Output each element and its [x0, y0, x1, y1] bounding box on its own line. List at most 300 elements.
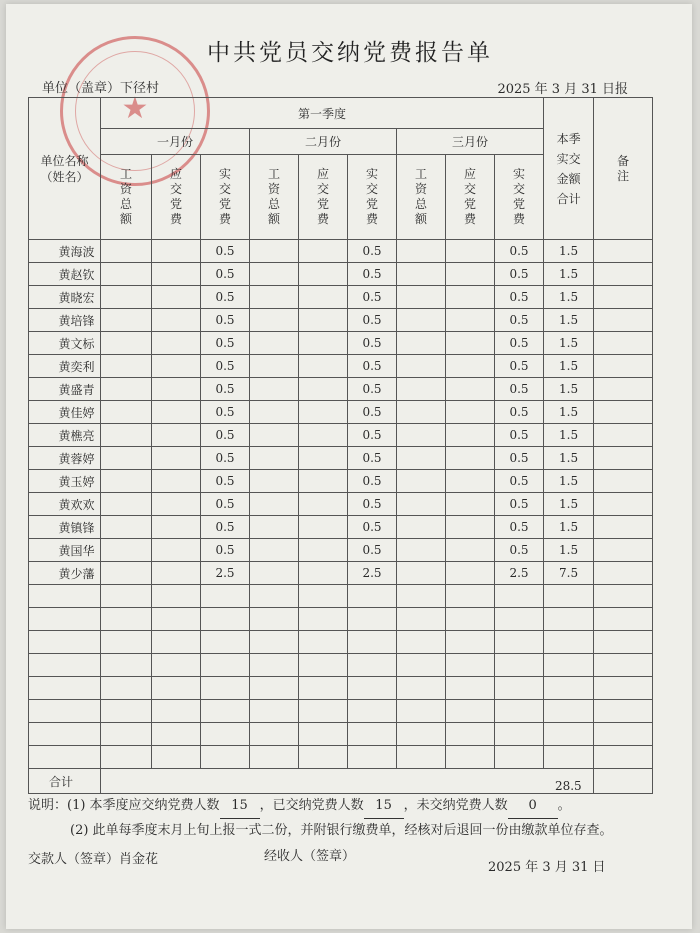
empty-cell: [250, 608, 299, 631]
empty-cell: [250, 677, 299, 700]
month-2-paid: 0.5: [348, 401, 397, 424]
empty-cell: [201, 677, 250, 700]
month-2-paid: 2.5: [348, 562, 397, 585]
month-2-header: 二月份: [250, 129, 397, 155]
empty-row: [29, 723, 653, 746]
empty-row: [29, 746, 653, 769]
empty-cell: [446, 470, 495, 493]
empty-cell: [397, 286, 446, 309]
empty-cell: [250, 723, 299, 746]
table-row: [29, 493, 653, 516]
unit-name: 下径村: [120, 81, 160, 96]
subcol-header: 应交党费: [152, 155, 201, 240]
quarter-total: 7.5: [544, 562, 594, 585]
member-name: 黄少藩: [29, 562, 101, 585]
empty-cell: [446, 401, 495, 424]
empty-row: [29, 700, 653, 723]
empty-cell: [446, 539, 495, 562]
empty-cell: [544, 585, 594, 608]
empty-cell: [250, 240, 299, 263]
empty-cell: [152, 700, 201, 723]
empty-cell: [152, 447, 201, 470]
empty-cell: [299, 424, 348, 447]
month-1-paid: 0.5: [201, 470, 250, 493]
empty-cell: [397, 539, 446, 562]
empty-cell: [594, 608, 653, 631]
empty-cell: [299, 263, 348, 286]
month-3-paid: 2.5: [495, 562, 544, 585]
empty-cell: [446, 677, 495, 700]
empty-cell: [299, 516, 348, 539]
empty-cell: [397, 355, 446, 378]
quarter-header: 第一季度: [101, 98, 544, 129]
empty-cell: [101, 539, 152, 562]
table-row: [29, 263, 653, 286]
empty-cell: [446, 424, 495, 447]
empty-cell: [544, 677, 594, 700]
empty-cell: [152, 539, 201, 562]
empty-row: [29, 631, 653, 654]
empty-cell: [446, 608, 495, 631]
empty-cell: [299, 562, 348, 585]
quarter-total: 1.5: [544, 493, 594, 516]
empty-cell: [299, 240, 348, 263]
empty-cell: [152, 585, 201, 608]
empty-cell: [152, 654, 201, 677]
empty-cell: [101, 654, 152, 677]
empty-cell: [250, 493, 299, 516]
empty-cell: [299, 654, 348, 677]
quarter-total: 1.5: [544, 355, 594, 378]
month-1-paid: 0.5: [201, 355, 250, 378]
empty-cell: [101, 723, 152, 746]
empty-cell: [397, 562, 446, 585]
empty-cell: [348, 746, 397, 769]
empty-cell: [299, 585, 348, 608]
empty-cell: [397, 654, 446, 677]
empty-cell: [152, 240, 201, 263]
empty-cell: [544, 631, 594, 654]
unit-line: [42, 77, 159, 96]
month-2-paid: 0.5: [348, 447, 397, 470]
month-3-paid: 0.5: [495, 332, 544, 355]
empty-cell: [152, 355, 201, 378]
total-spacer: [101, 769, 544, 794]
empty-cell: [299, 286, 348, 309]
member-name: 黄赵钦: [29, 263, 101, 286]
empty-cell: [594, 539, 653, 562]
table-row: [29, 539, 653, 562]
empty-cell: [299, 608, 348, 631]
grand-total-value: 28.5: [544, 769, 594, 794]
empty-cell: [101, 700, 152, 723]
empty-cell: [594, 263, 653, 286]
empty-cell: [201, 585, 250, 608]
empty-cell: [101, 470, 152, 493]
empty-cell: [299, 539, 348, 562]
paid-count: 15: [364, 794, 404, 819]
empty-cell: [101, 608, 152, 631]
empty-cell: [101, 240, 152, 263]
empty-cell: [101, 263, 152, 286]
quarter-total: 1.5: [544, 332, 594, 355]
empty-cell: [101, 355, 152, 378]
empty-cell: [397, 424, 446, 447]
month-1-paid: 0.5: [201, 286, 250, 309]
empty-cell: [397, 378, 446, 401]
empty-cell: [250, 309, 299, 332]
empty-cell: [299, 723, 348, 746]
empty-cell: [594, 447, 653, 470]
table-row: [29, 447, 653, 470]
empty-cell: [594, 470, 653, 493]
empty-cell: [397, 631, 446, 654]
member-name: 黄培锋: [29, 309, 101, 332]
empty-cell: [29, 746, 101, 769]
empty-cell: [101, 493, 152, 516]
empty-cell: [101, 631, 152, 654]
month-2-paid: 0.5: [348, 424, 397, 447]
quarter-total: 1.5: [544, 286, 594, 309]
empty-cell: [29, 700, 101, 723]
empty-cell: [101, 332, 152, 355]
subcol-header: 应交党费: [299, 155, 348, 240]
month-3-paid: 0.5: [495, 240, 544, 263]
member-name: 黄蓉婷: [29, 447, 101, 470]
month-1-paid: 0.5: [201, 378, 250, 401]
subcol-header: 工资总额: [397, 155, 446, 240]
empty-cell: [152, 631, 201, 654]
month-1-paid: 0.5: [201, 263, 250, 286]
empty-cell: [495, 608, 544, 631]
member-name: 黄奕利: [29, 355, 101, 378]
page-title: 中共党员交纳党费报告单: [207, 40, 493, 66]
month-3-paid: 0.5: [495, 263, 544, 286]
empty-cell: [544, 700, 594, 723]
note-line-2: (2) 此单每季度末月上旬上报一式二份，并附银行缴费单，经核对后退回一份由缴款单位存查。: [70, 823, 613, 838]
empty-cell: [446, 309, 495, 332]
unit-label: 单位（盖章）: [42, 81, 121, 96]
quarter-total: 1.5: [544, 401, 594, 424]
empty-row: [29, 677, 653, 700]
empty-cell: [299, 470, 348, 493]
empty-cell: [594, 309, 653, 332]
empty-cell: [348, 608, 397, 631]
month-2-paid: 0.5: [348, 263, 397, 286]
empty-cell: [446, 723, 495, 746]
member-name: 黄镇锋: [29, 516, 101, 539]
month-1-paid: 0.5: [201, 240, 250, 263]
empty-cell: [152, 378, 201, 401]
empty-cell: [201, 608, 250, 631]
empty-cell: [446, 378, 495, 401]
empty-cell: [250, 332, 299, 355]
empty-cell: [29, 608, 101, 631]
total-remark: [594, 769, 653, 794]
quarter-total: 1.5: [544, 516, 594, 539]
empty-cell: [397, 332, 446, 355]
quarter-total: 1.5: [544, 263, 594, 286]
month-2-paid: 0.5: [348, 240, 397, 263]
payer-signature: 交款人（签章）肖金花: [28, 852, 159, 867]
quarter-total: 1.5: [544, 539, 594, 562]
empty-cell: [250, 355, 299, 378]
table-row: [29, 424, 653, 447]
receiver-signature: 经收人（签章）: [264, 849, 356, 864]
sign-date: 2025 年 3 月 31 日: [488, 860, 606, 875]
member-name: 黄盛青: [29, 378, 101, 401]
empty-cell: [594, 631, 653, 654]
empty-cell: [152, 401, 201, 424]
empty-cell: [446, 746, 495, 769]
member-name: 黄晓宏: [29, 286, 101, 309]
empty-cell: [152, 677, 201, 700]
empty-cell: [152, 309, 201, 332]
quarter-total: 1.5: [544, 378, 594, 401]
month-3-paid: 0.5: [495, 286, 544, 309]
month-3-paid: 0.5: [495, 470, 544, 493]
empty-cell: [397, 700, 446, 723]
empty-cell: [594, 677, 653, 700]
quarter-total: 1.5: [544, 240, 594, 263]
subcol-header: 工资总额: [250, 155, 299, 240]
member-name: 黄玉婷: [29, 470, 101, 493]
remark-header: 备注: [594, 98, 653, 240]
empty-cell: [348, 700, 397, 723]
empty-cell: [544, 723, 594, 746]
month-2-paid: 0.5: [348, 516, 397, 539]
empty-cell: [495, 654, 544, 677]
empty-cell: [446, 286, 495, 309]
empty-cell: [348, 723, 397, 746]
empty-cell: [299, 631, 348, 654]
empty-cell: [446, 700, 495, 723]
empty-cell: [495, 700, 544, 723]
month-1-paid: 0.5: [201, 516, 250, 539]
empty-cell: [397, 240, 446, 263]
month-2-paid: 0.5: [348, 355, 397, 378]
empty-cell: [101, 309, 152, 332]
table-row: [29, 355, 653, 378]
table-row: [29, 562, 653, 585]
empty-cell: [446, 631, 495, 654]
empty-cell: [250, 585, 299, 608]
empty-cell: [29, 654, 101, 677]
quarter-total: 1.5: [544, 309, 594, 332]
empty-cell: [201, 746, 250, 769]
member-name: 黄海波: [29, 240, 101, 263]
empty-cell: [299, 332, 348, 355]
empty-cell: [594, 240, 653, 263]
empty-cell: [594, 746, 653, 769]
empty-cell: [544, 654, 594, 677]
empty-cell: [299, 493, 348, 516]
empty-cell: [446, 447, 495, 470]
empty-cell: [446, 562, 495, 585]
month-2-paid: 0.5: [348, 309, 397, 332]
empty-cell: [544, 746, 594, 769]
empty-row: [29, 608, 653, 631]
empty-cell: [495, 631, 544, 654]
empty-cell: [250, 562, 299, 585]
quarter-total: 1.5: [544, 470, 594, 493]
empty-cell: [446, 516, 495, 539]
empty-cell: [152, 470, 201, 493]
empty-cell: [397, 447, 446, 470]
empty-cell: [594, 424, 653, 447]
month-3-paid: 0.5: [495, 309, 544, 332]
empty-cell: [152, 608, 201, 631]
empty-cell: [397, 470, 446, 493]
month-1-paid: 0.5: [201, 493, 250, 516]
empty-cell: [594, 700, 653, 723]
empty-cell: [101, 746, 152, 769]
empty-cell: [250, 516, 299, 539]
empty-cell: [594, 585, 653, 608]
empty-cell: [250, 746, 299, 769]
month-3-paid: 0.5: [495, 424, 544, 447]
month-2-paid: 0.5: [348, 332, 397, 355]
empty-cell: [594, 286, 653, 309]
subcol-header: 实交党费: [348, 155, 397, 240]
empty-cell: [446, 493, 495, 516]
empty-cell: [594, 493, 653, 516]
empty-cell: [397, 746, 446, 769]
table-row: [29, 286, 653, 309]
empty-cell: [495, 585, 544, 608]
empty-cell: [29, 723, 101, 746]
empty-cell: [29, 585, 101, 608]
empty-cell: [594, 654, 653, 677]
empty-cell: [29, 677, 101, 700]
empty-cell: [250, 700, 299, 723]
empty-cell: [594, 562, 653, 585]
table-row: [29, 516, 653, 539]
table-row: [29, 470, 653, 493]
table-row: [29, 401, 653, 424]
empty-cell: [152, 263, 201, 286]
subcol-header: 工资总额: [101, 155, 152, 240]
table-row: [29, 309, 653, 332]
month-1-paid: 0.5: [201, 309, 250, 332]
empty-cell: [201, 654, 250, 677]
empty-cell: [152, 332, 201, 355]
subcol-header: 实交党费: [201, 155, 250, 240]
empty-cell: [397, 401, 446, 424]
empty-cell: [348, 654, 397, 677]
notes-section: [28, 794, 668, 843]
empty-cell: [250, 631, 299, 654]
table-row: [29, 240, 653, 263]
empty-cell: [101, 447, 152, 470]
month-2-paid: 0.5: [348, 378, 397, 401]
empty-cell: [495, 746, 544, 769]
empty-cell: [348, 677, 397, 700]
month-1-paid: 0.5: [201, 332, 250, 355]
empty-cell: [152, 746, 201, 769]
name-col-header: 单位名称（姓名）: [29, 98, 101, 240]
empty-cell: [101, 401, 152, 424]
month-1-paid: 0.5: [201, 539, 250, 562]
empty-cell: [250, 286, 299, 309]
month-1-paid: 0.5: [201, 401, 250, 424]
empty-cell: [101, 286, 152, 309]
month-3-paid: 0.5: [495, 516, 544, 539]
empty-cell: [101, 585, 152, 608]
empty-cell: [101, 562, 152, 585]
empty-cell: [299, 378, 348, 401]
empty-cell: [397, 585, 446, 608]
empty-cell: [101, 516, 152, 539]
empty-cell: [152, 424, 201, 447]
empty-cell: [201, 631, 250, 654]
empty-cell: [348, 631, 397, 654]
empty-cell: [397, 723, 446, 746]
empty-cell: [299, 309, 348, 332]
empty-cell: [446, 585, 495, 608]
report-date: 2025 年 3 月 31 日报: [497, 82, 628, 97]
total-label: 合计: [29, 769, 101, 794]
empty-cell: [152, 723, 201, 746]
empty-cell: [397, 608, 446, 631]
empty-cell: [152, 493, 201, 516]
empty-cell: [446, 355, 495, 378]
month-3-paid: 0.5: [495, 539, 544, 562]
empty-cell: [544, 608, 594, 631]
empty-cell: [250, 539, 299, 562]
subcol-header: 应交党费: [446, 155, 495, 240]
month-3-paid: 0.5: [495, 355, 544, 378]
empty-cell: [250, 401, 299, 424]
empty-cell: [299, 746, 348, 769]
empty-cell: [250, 378, 299, 401]
empty-cell: [152, 286, 201, 309]
month-2-paid: 0.5: [348, 470, 397, 493]
empty-cell: [446, 263, 495, 286]
empty-cell: [495, 677, 544, 700]
month-3-paid: 0.5: [495, 493, 544, 516]
empty-cell: [594, 723, 653, 746]
empty-cell: [152, 562, 201, 585]
month-1-header: 一月份: [101, 129, 250, 155]
month-1-paid: 0.5: [201, 447, 250, 470]
table-row: [29, 332, 653, 355]
month-3-paid: 0.5: [495, 378, 544, 401]
month-3-paid: 0.5: [495, 401, 544, 424]
month-2-paid: 0.5: [348, 286, 397, 309]
empty-cell: [397, 677, 446, 700]
empty-cell: [299, 447, 348, 470]
quarter-total-header: 本季实交金额合计: [544, 98, 594, 240]
empty-cell: [29, 631, 101, 654]
empty-cell: [594, 378, 653, 401]
seal-star-icon: ★: [121, 91, 149, 126]
empty-cell: [348, 585, 397, 608]
empty-cell: [250, 424, 299, 447]
month-2-paid: 0.5: [348, 539, 397, 562]
empty-cell: [152, 516, 201, 539]
empty-cell: [250, 654, 299, 677]
member-name: 黄文标: [29, 332, 101, 355]
empty-cell: [201, 700, 250, 723]
empty-cell: [250, 470, 299, 493]
empty-cell: [299, 677, 348, 700]
empty-cell: [495, 723, 544, 746]
empty-cell: [201, 723, 250, 746]
month-2-paid: 0.5: [348, 493, 397, 516]
empty-cell: [101, 677, 152, 700]
month-3-paid: 0.5: [495, 447, 544, 470]
